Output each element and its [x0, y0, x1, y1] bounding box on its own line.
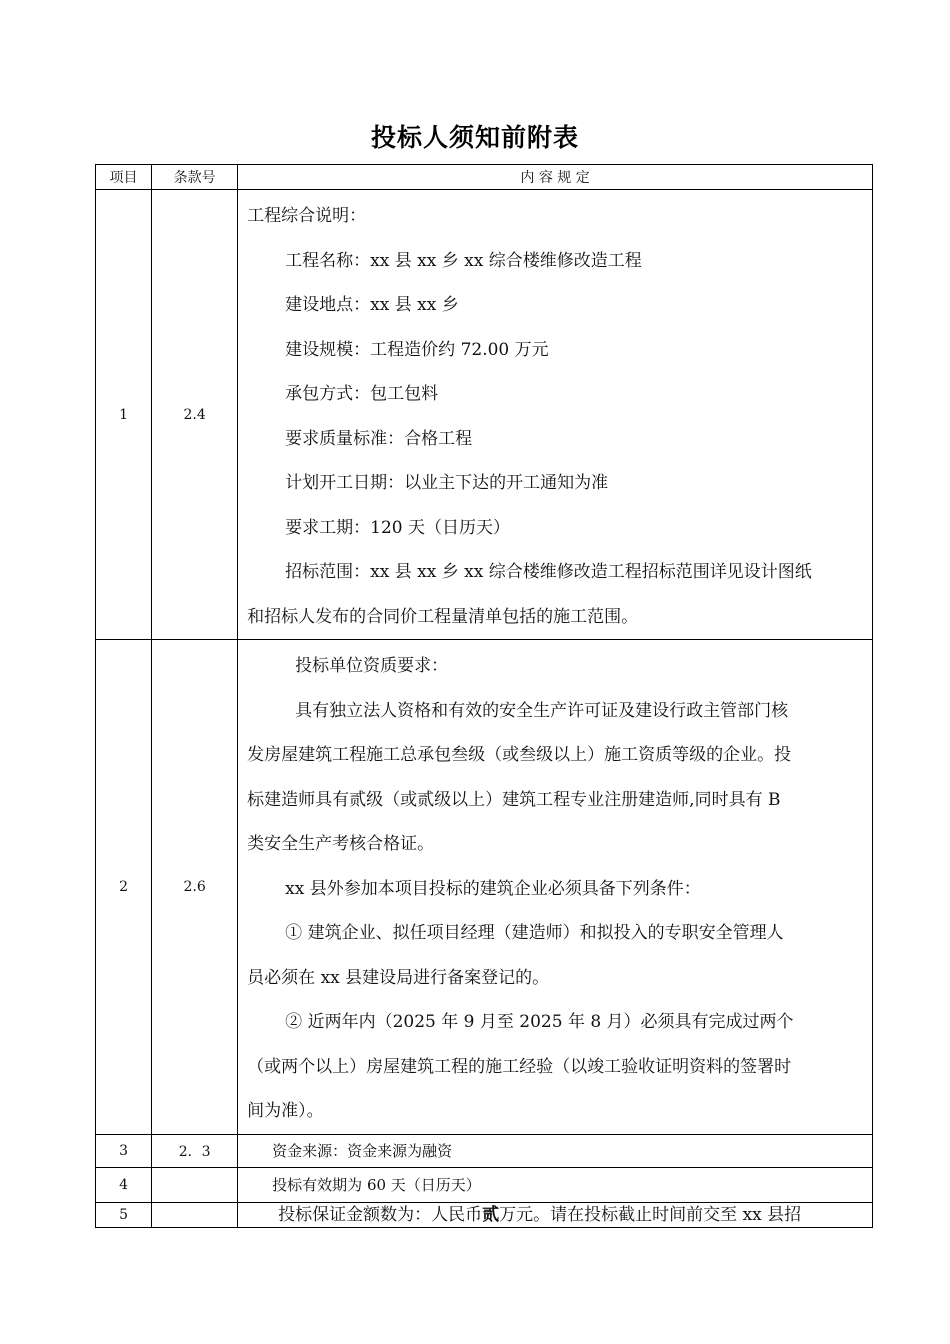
content-line: 招标范围：xx 县 xx 乡 xx 综合楼维修改造工程招标范围详见设计图纸 [285, 562, 812, 582]
content-line: 建设规模：工程造价约 72.00 万元 [285, 339, 549, 360]
content-text: 万元。请在投标截止时间前交至 xx 县招 [499, 1204, 802, 1225]
content-line: 要求工期：120 天（日历天） [285, 517, 511, 538]
content-line: 工程名称：xx 县 xx 乡 xx 综合楼维修改造工程 [285, 250, 642, 271]
table-row [96, 1202, 873, 1227]
row-content: 资金来源：资金来源为融资 [238, 1134, 873, 1167]
row-content [238, 190, 873, 640]
content-line: 员必须在 xx 县建设局进行备案登记的。 [247, 967, 550, 988]
header-content: 内 容 规 定 [238, 165, 873, 190]
content-line: ② 近两年内（2025 年 9 月至 2025 年 8 月）必须具有完成过两个 [285, 1012, 794, 1032]
content-line: 计划开工日期：以业主下达的开工通知为准 [285, 473, 609, 493]
content-line: 和招标人发布的合同价工程量清单包括的施工范围。 [247, 606, 639, 627]
content-line: 承包方式：包工包料 [285, 384, 439, 404]
table-row [96, 190, 873, 640]
row-item-number: 3 [96, 1134, 152, 1167]
row-clause-number [152, 1202, 238, 1227]
content-line: （或两个以上）房屋建筑工程的施工经验（以竣工验收证明资料的签署时 [247, 1056, 792, 1077]
row-clause-number: 2．3 [152, 1134, 238, 1167]
content-line: 具有独立法人资格和有效的安全生产许可证及建设行政主管部门核 [295, 700, 789, 721]
row-item-number: 4 [96, 1167, 152, 1202]
row-clause-number [152, 1167, 238, 1202]
row-clause-number: 2.6 [152, 640, 238, 1135]
amount-text: 贰 [482, 1204, 500, 1225]
content-line: 发房屋建筑工程施工总承包叁级（或叁级以上）施工资质等级的企业。投 [247, 745, 792, 765]
row-content [238, 640, 873, 1135]
table-row [96, 1134, 873, 1167]
content-heading: 投标单位资质要求： [295, 656, 449, 676]
content-line: ① 建筑企业、拟任项目经理（建造师）和拟投入的专职安全管理人 [285, 923, 784, 943]
content-text: 投标保证金额数为：人民币 [278, 1204, 483, 1225]
content-line: xx 县外参加本项目投标的建筑企业必须具备下列条件： [285, 878, 701, 899]
content-heading: 工程综合说明： [247, 206, 367, 226]
bid-appendix-table [95, 164, 873, 1228]
row-content [238, 1202, 873, 1227]
content-line: 要求质量标准：合格工程 [285, 428, 473, 449]
content-line: 间为准）。 [247, 1101, 324, 1121]
table-row [96, 640, 873, 1135]
row-content: 投标有效期为 60 天（日历天） [238, 1167, 873, 1202]
content-line: 建设地点：xx 县 xx 乡 [285, 295, 459, 315]
header-clause: 条款号 [152, 165, 238, 190]
content-line: 标建造师具有贰级（或贰级以上）建筑工程专业注册建造师,同时具有 B [247, 789, 781, 810]
row-item-number: 2 [96, 640, 152, 1135]
page-title: 投标人须知前附表 [370, 123, 579, 152]
table-row [96, 1167, 873, 1202]
table-header-row [96, 165, 873, 190]
header-item: 项目 [96, 165, 152, 190]
row-clause-number: 2.4 [152, 190, 238, 640]
content-line: 类安全生产考核合格证。 [247, 834, 435, 854]
row-item-number: 5 [96, 1202, 152, 1227]
row-item-number: 1 [96, 190, 152, 640]
